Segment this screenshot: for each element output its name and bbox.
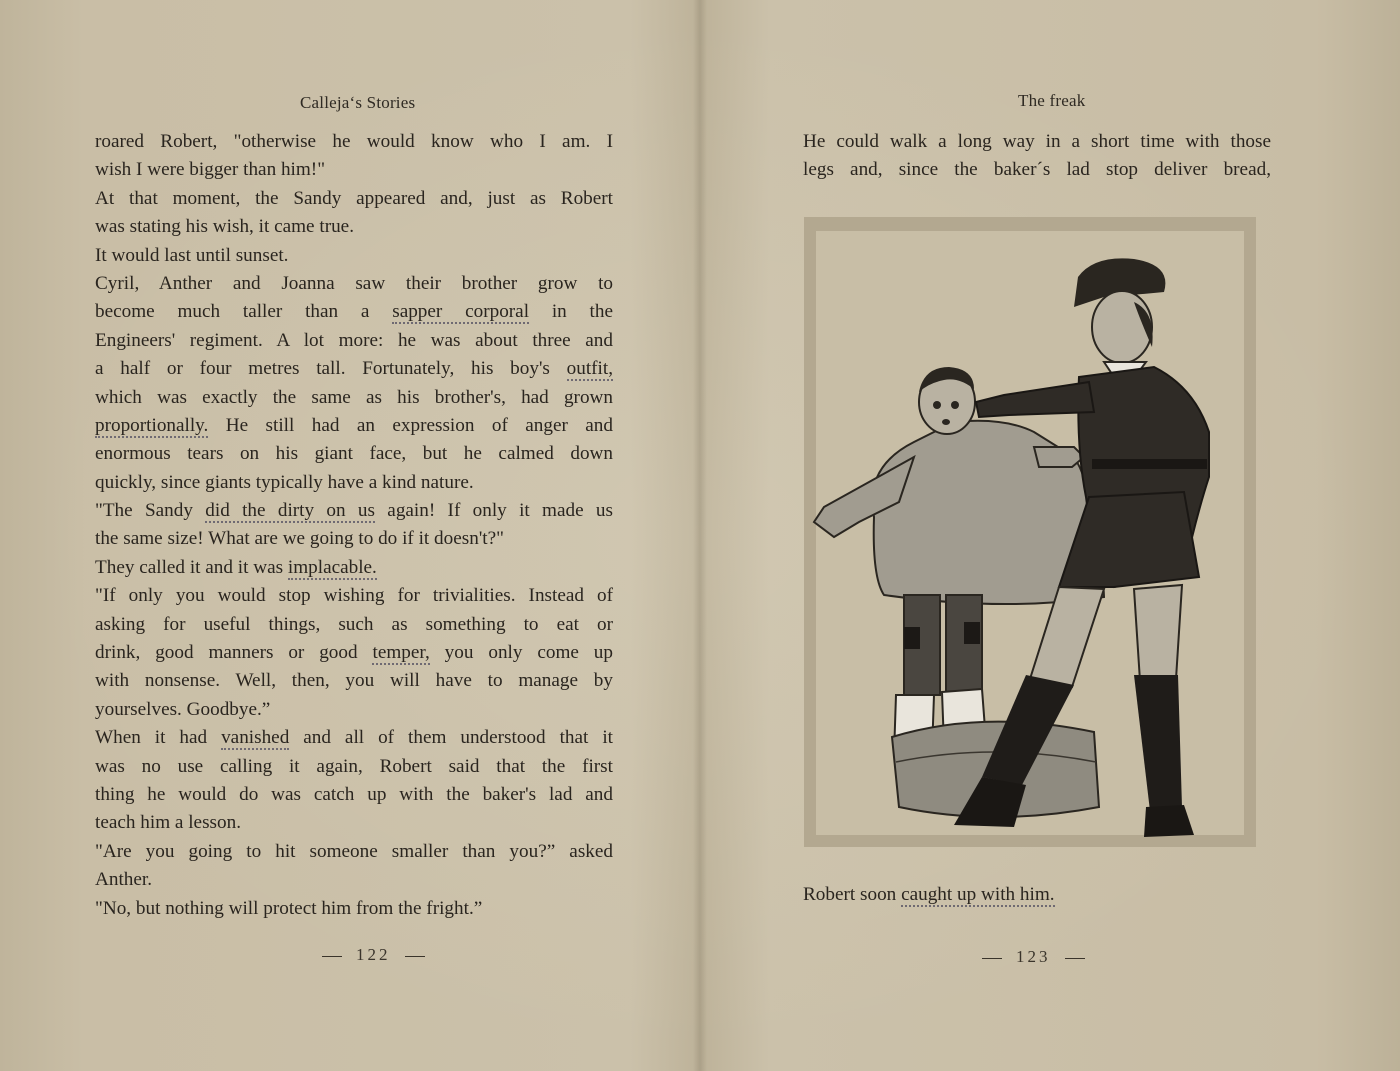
text-segment: "Are you going to hit someone smaller than you?” asked	[95, 840, 613, 862]
text-line	[95, 582, 613, 610]
text-line	[95, 753, 613, 781]
text-line	[95, 156, 613, 184]
text-line	[95, 838, 613, 866]
text-segment: legs and, since the baker´s lad stop deliver bread,	[803, 159, 1271, 181]
glossary-link[interactable]: temper,	[372, 642, 430, 664]
text-segment: teach him a lesson.	[95, 812, 241, 834]
text-line	[95, 781, 613, 809]
text-line	[95, 696, 613, 724]
text-segment: wish I were bigger than him!"	[95, 159, 326, 181]
glossary-link[interactable]: outfit,	[566, 358, 613, 380]
text-segment: "If only you would stop wishing for trivialities. Instead of	[95, 585, 613, 607]
text-segment: you only come up	[429, 642, 613, 664]
text-segment: He still had an expression of anger and	[208, 414, 613, 436]
text-line	[95, 611, 613, 639]
glossary-link[interactable]: vanished	[221, 727, 290, 749]
folio-dash	[405, 956, 425, 957]
left-page-number	[308, 945, 439, 965]
left-folio-number: 122	[356, 945, 391, 964]
text-segment: again! If only it made us	[374, 500, 613, 522]
text-segment: enormous tears on his giant face, but he calmed down	[95, 443, 613, 465]
glossary-link[interactable]: caught up with him.	[901, 884, 1055, 905]
text-segment: At that moment, the Sandy appeared and, just as Robert	[95, 187, 613, 209]
text-segment: which was exactly the same as his brother's, had grown	[95, 386, 613, 408]
text-line	[803, 128, 1271, 156]
right-body-text	[803, 128, 1271, 185]
text-line	[95, 213, 613, 241]
text-line	[95, 128, 613, 156]
text-line	[95, 412, 613, 440]
folio-dash	[322, 956, 342, 957]
text-line	[803, 156, 1271, 184]
folio-dash	[982, 958, 1002, 959]
text-segment: He could walk a long way in a short time with those	[803, 131, 1271, 152]
text-segment: It would last until sunset.	[95, 244, 289, 266]
text-segment: was no use calling it again, Robert said that the first	[95, 755, 613, 777]
text-segment: "No, but nothing will protect him from the fright.”	[95, 897, 483, 919]
text-segment: become much taller than a	[95, 301, 393, 323]
text-segment: Anther.	[95, 869, 153, 891]
text-line	[95, 895, 613, 923]
text-line	[95, 355, 613, 383]
text-line	[95, 866, 613, 894]
text-line	[95, 185, 613, 213]
text-line	[95, 469, 613, 497]
text-segment: drink, good manners or good	[95, 642, 373, 664]
text-segment: They called it and it was	[95, 556, 288, 578]
text-segment: thing he would do was catch up with the baker's lad and	[95, 783, 613, 805]
text-line	[95, 384, 613, 412]
glossary-link[interactable]: proportionally.	[95, 414, 209, 436]
text-line	[95, 809, 613, 837]
right-page-number	[968, 947, 1099, 967]
illustration-caption	[803, 884, 1055, 906]
text-segment: with nonsense. Well, then, you will have to manage by	[95, 670, 613, 692]
right-running-head: The freak	[1018, 91, 1086, 110]
text-segment: yourselves. Goodbye.”	[95, 698, 271, 720]
text-line	[95, 667, 613, 695]
text-line	[95, 242, 613, 270]
text-segment: a half or four metres tall. Fortunately, his boy's	[95, 358, 567, 380]
left-body-text	[95, 128, 613, 923]
glossary-link[interactable]: sapper corporal	[392, 301, 530, 323]
text-segment: asking for useful things, such as something to eat or	[95, 613, 613, 635]
glossary-link[interactable]: did the dirty on us	[205, 500, 375, 522]
text-segment: Cyril, Anther and Joanna saw their brother grow to	[95, 272, 613, 294]
story-illustration	[804, 217, 1256, 847]
text-line	[95, 724, 613, 752]
left-running-head: Calleja‘s Stories	[300, 93, 416, 112]
caption-text: Robert soon	[803, 884, 902, 905]
text-line	[95, 497, 613, 525]
text-segment: and all of them understood that it	[289, 727, 613, 749]
right-folio-number: 123	[1016, 947, 1051, 966]
text-line	[95, 270, 613, 298]
text-segment: "The Sandy	[95, 500, 206, 522]
right-page	[700, 0, 1400, 1071]
text-line	[95, 440, 613, 468]
folio-dash	[1065, 958, 1085, 959]
text-line	[95, 554, 613, 582]
text-segment: Engineers' regiment. A lot more: he was about three and	[95, 329, 613, 351]
text-segment: roared Robert, "otherwise he would know who I am. I	[95, 131, 613, 152]
text-line	[95, 639, 613, 667]
text-segment: quickly, since giants typically have a kind nature.	[95, 471, 474, 493]
text-segment: When it had	[95, 727, 222, 749]
glossary-link[interactable]: implacable.	[287, 556, 377, 578]
text-segment: was stating his wish, it came true.	[95, 216, 354, 238]
text-line	[95, 298, 613, 326]
text-line	[95, 327, 613, 355]
text-segment: the same size! What are we going to do if it doesn't?"	[95, 528, 504, 550]
text-line	[95, 525, 613, 553]
text-segment: in the	[529, 301, 613, 323]
